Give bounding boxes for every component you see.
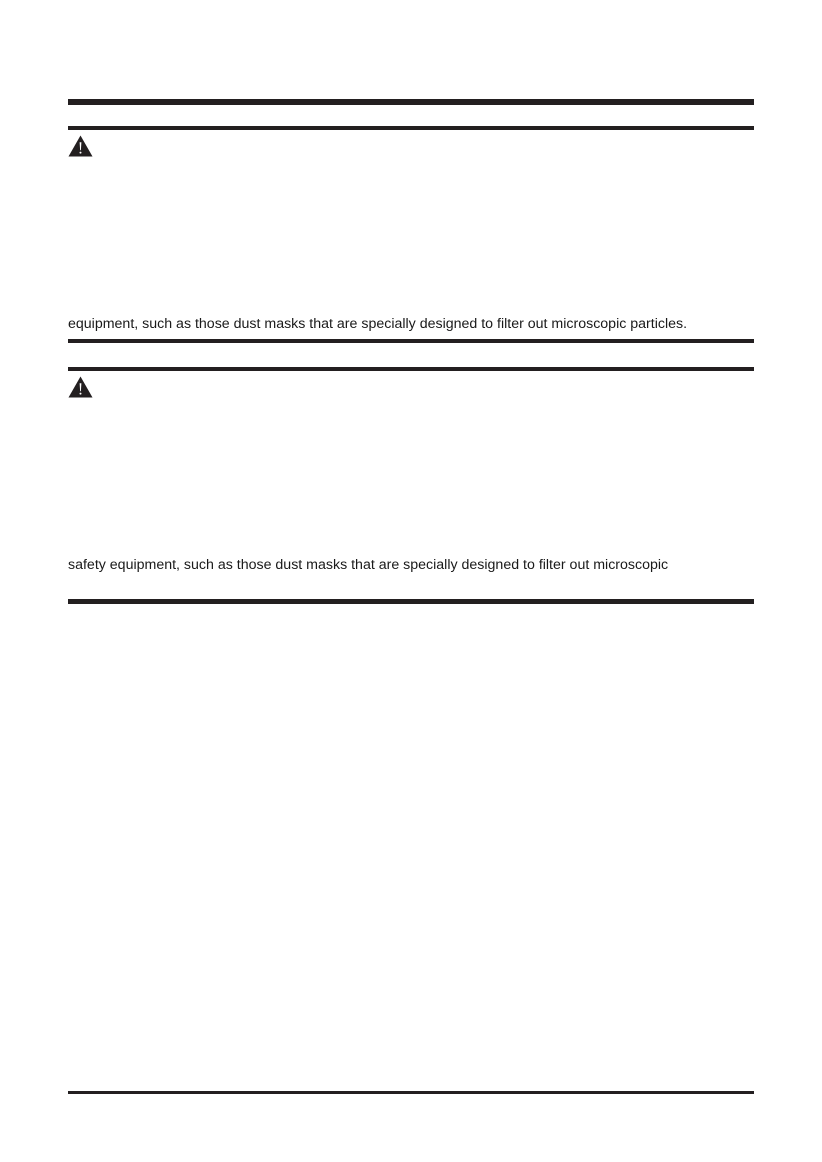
warning-triangle-icon <box>68 376 93 398</box>
footer-rule <box>68 1091 754 1094</box>
warning-2-text: safety equipment, such as those dust masks that are specially designed to filter out microscopic <box>68 557 669 573</box>
header-rule <box>68 99 754 105</box>
warning-1-top-rule <box>68 126 754 130</box>
warning-1-bottom-rule <box>68 339 754 343</box>
warning-2-top-rule <box>68 367 754 371</box>
warning-1-text: equipment, such as those dust masks that are specially designed to filter out microscopic particles. <box>68 316 688 332</box>
warning-2-bottom-rule <box>68 599 754 604</box>
warning-triangle-icon <box>68 135 93 157</box>
